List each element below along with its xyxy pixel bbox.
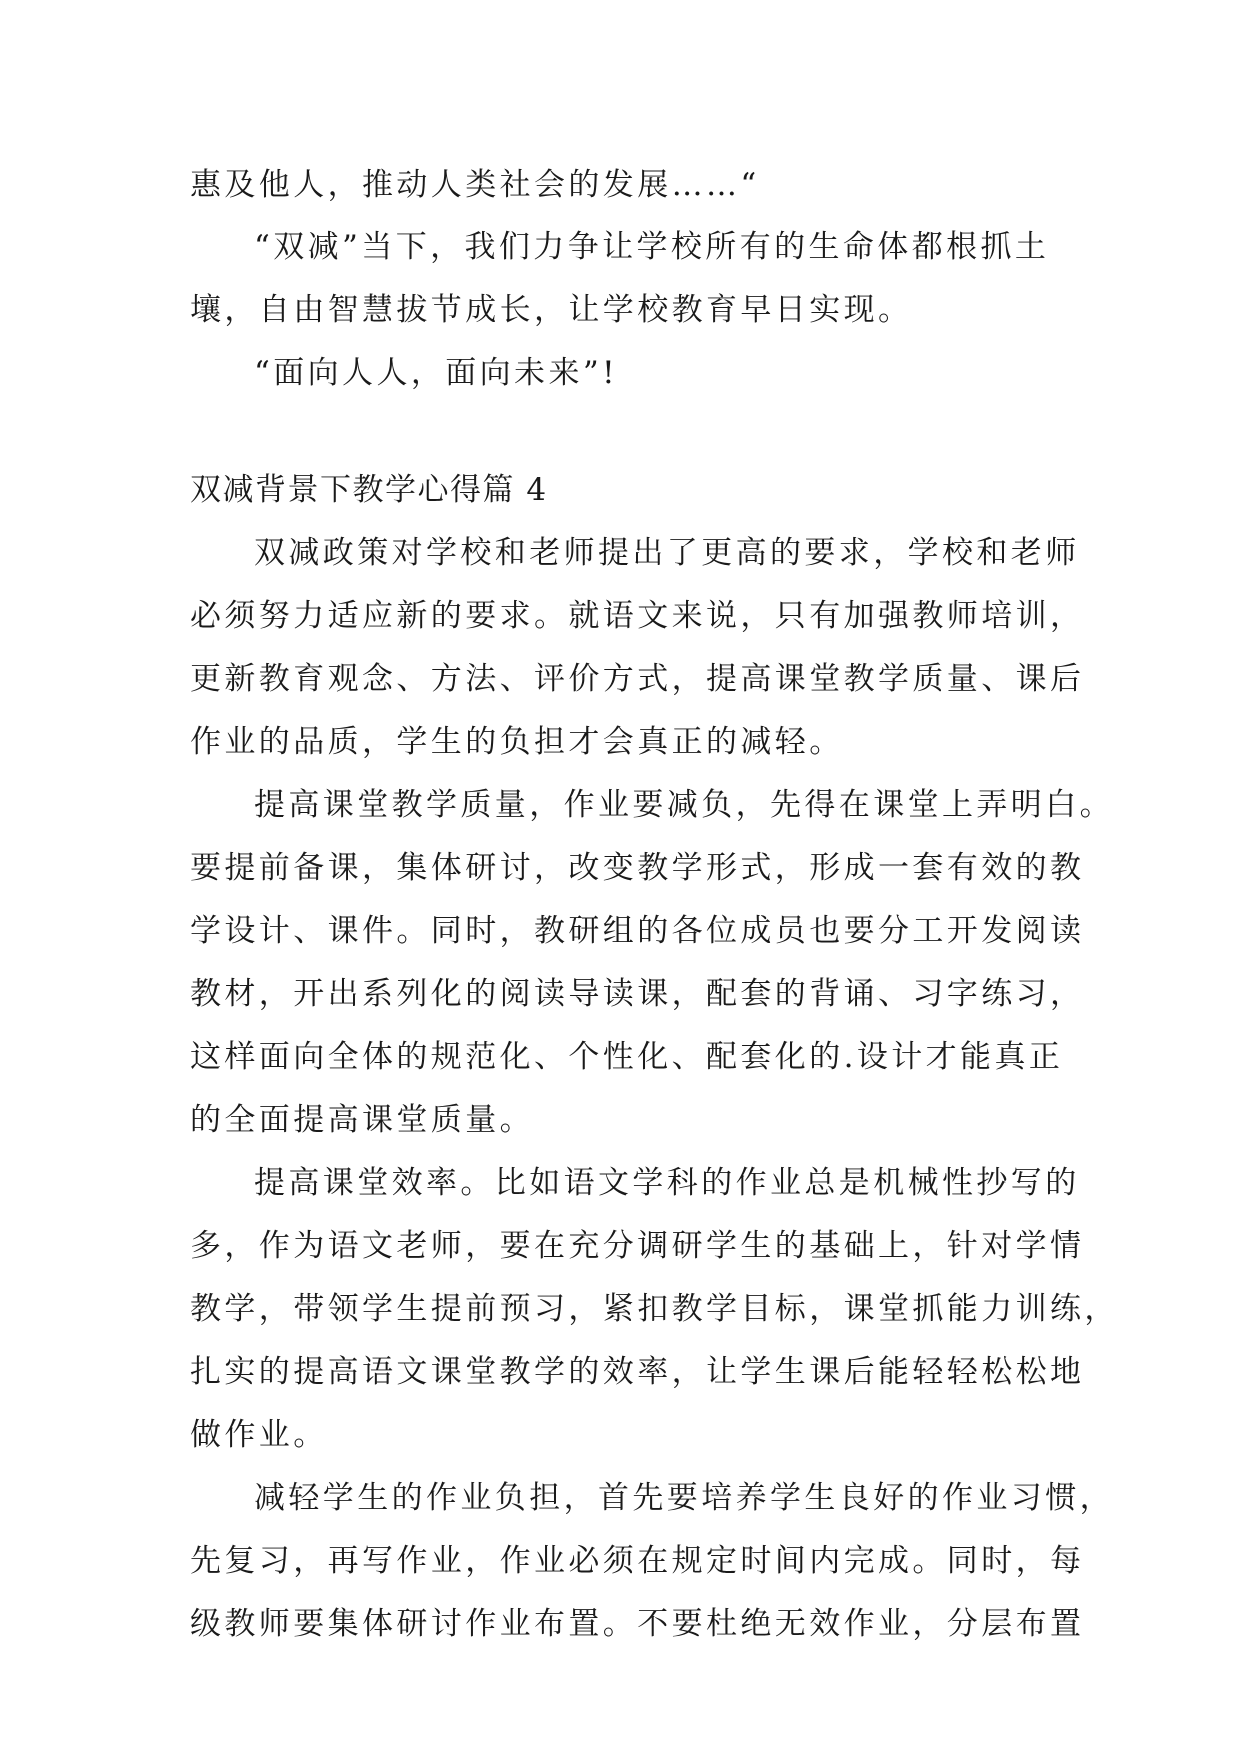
paragraph-start: 提高课堂教学质量，作业要减负，先得在课堂上弄明白。 [254,787,1114,823]
text-line: 必须努力适应新的要求。就语文来说，只有加强教师培训， [190,598,1085,634]
text-line: 先复习，再写作业，作业必须在规定时间内完成。同时，每 [190,1543,1085,1579]
text-line: 壤，自由智慧拔节成长，让学校教育早日实现。 [190,292,913,328]
paragraph-start: “面向人人，面向未来”! [254,355,618,391]
text-line: 扎实的提高语文课堂教学的效率，让学生课后能轻轻松松地 [190,1354,1085,1390]
text-line: 做作业。 [190,1417,328,1453]
text-line: 惠及他人，推动人类社会的发展……“ [190,167,760,203]
text-line: 更新教育观念、方法、评价方式，提高课堂教学质量、课后 [190,661,1085,697]
text-line: 级教师要集体研讨作业布置。不要杜绝无效作业，分层布置 [190,1606,1085,1642]
text-line: 多，作为语文老师，要在充分调研学生的基础上，针对学情 [190,1228,1085,1264]
text-line: 的全面提高课堂质量。 [190,1102,534,1138]
paragraph-start: 减轻学生的作业负担，首先要培养学生良好的作业习惯， [254,1480,1114,1516]
text-line: 作业的品质，学生的负担才会真正的减轻。 [190,724,844,760]
text-line: 这样面向全体的规范化、个性化、配套化的.设计才能真正 [190,1039,1064,1075]
paragraph-start: 提高课堂效率。比如语文学科的作业总是机械性抄写的 [254,1165,1080,1201]
paragraph-start: “双减”当下，我们力争让学校所有的生命体都根抓土 [254,229,1050,265]
section-heading: 双减背景下教学心得篇 4 [190,472,548,508]
text-line: 学设计、课件。同时，教研组的各位成员也要分工开发阅读 [190,913,1085,949]
paragraph-start: 双减政策对学校和老师提出了更高的要求，学校和老师 [254,535,1080,571]
text-line: 教学，带领学生提前预习，紧扣教学目标，课堂抓能力训练， [190,1291,1119,1327]
text-line: 教材，开出系列化的阅读导读课，配套的背诵、习字练习， [190,976,1085,1012]
text-line: 要提前备课，集体研讨，改变教学形式，形成一套有效的教 [190,850,1085,886]
